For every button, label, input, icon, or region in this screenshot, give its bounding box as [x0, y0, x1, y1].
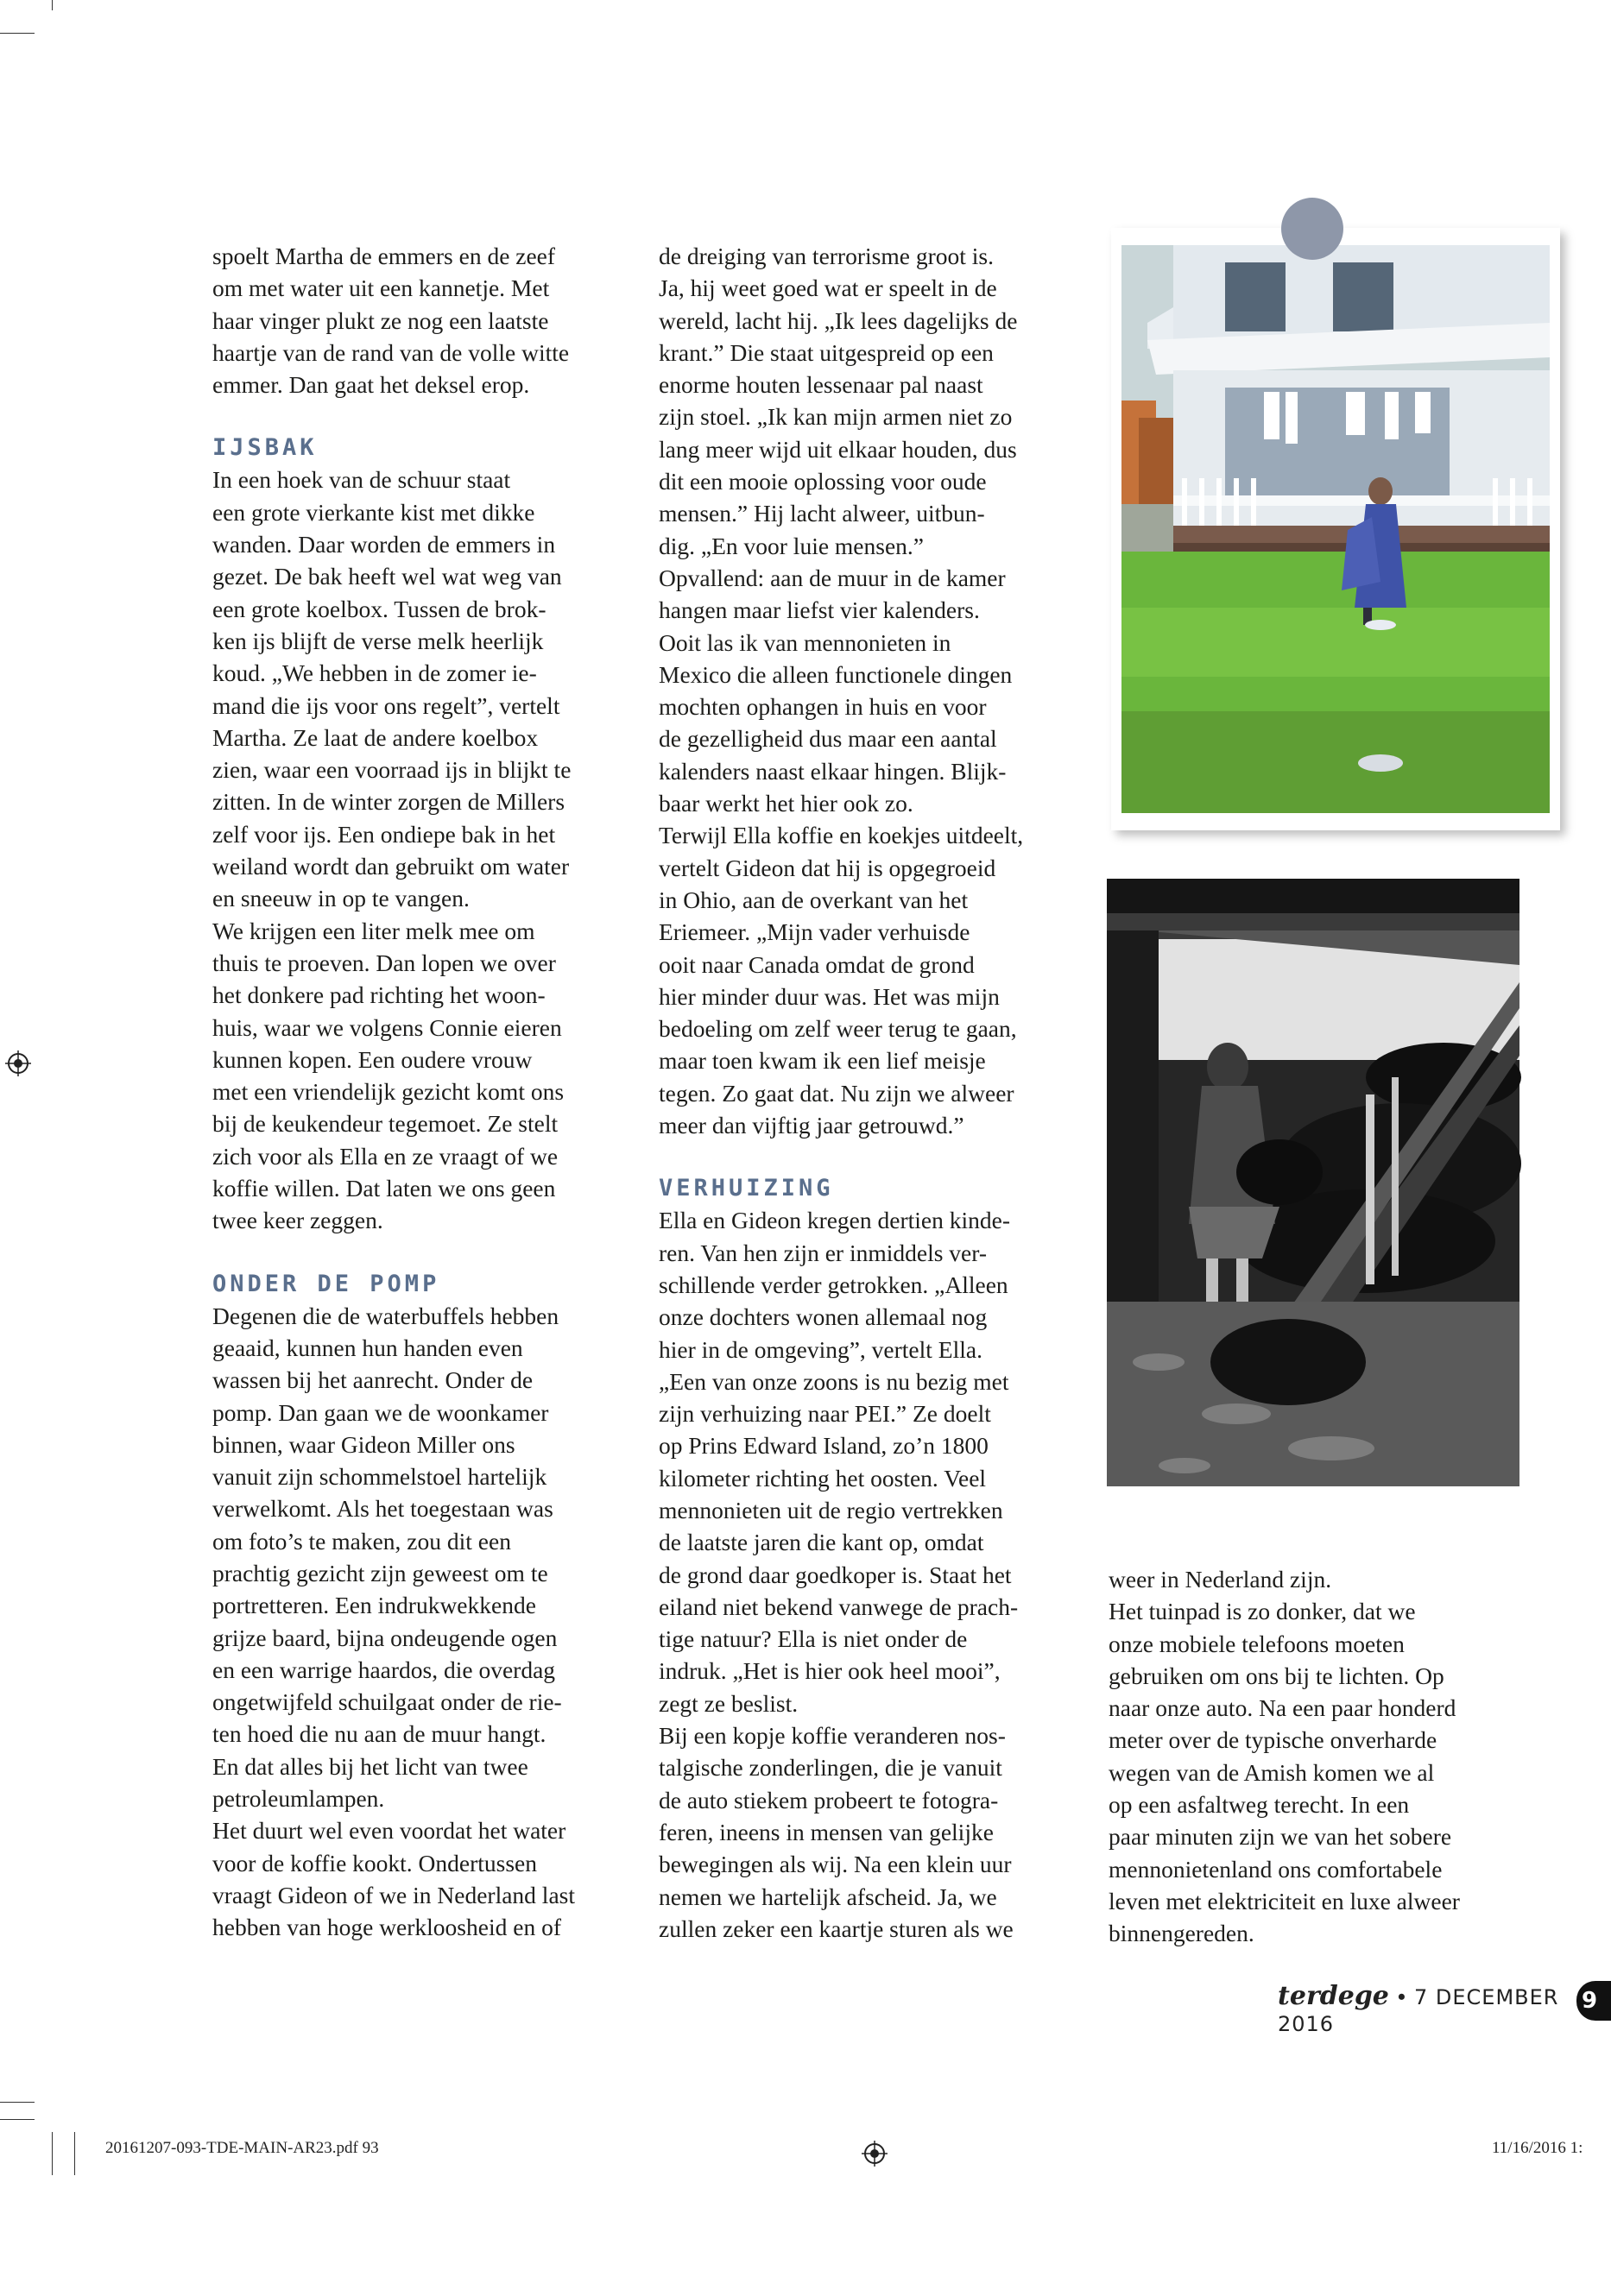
text-line: op Prins Edward Island, zo’n 1800: [659, 1432, 989, 1460]
text-line: haar vinger plukt ze nog een laatste: [212, 306, 549, 334]
text-line: nemen we hartelijk afscheid. Ja, we: [659, 1883, 997, 1910]
text-line: lang meer wijd uit elkaar houden, dus: [659, 435, 1017, 463]
text-line: Het duurt wel even voordat het water: [212, 1817, 566, 1845]
text-line: Bij een kopje koffie veranderen nos-: [659, 1722, 1006, 1750]
text-line: zegt ze beslist.: [659, 1689, 799, 1717]
text-line: een grote vierkante kist met dikke: [212, 498, 535, 526]
text-line: pomp. Dan gaan we de woonkamer: [212, 1398, 549, 1426]
text-line: talgische zonderlingen, die je vanuit: [659, 1754, 1002, 1782]
section-heading: IJSBAK: [212, 434, 318, 462]
text-line: wassen bij het aanrecht. Onder de: [212, 1366, 534, 1394]
text-line: thuis te proeven. Dan lopen we over: [212, 949, 556, 976]
text-line: tige natuur? Ella is niet onder de: [659, 1625, 968, 1653]
text-line: In een hoek van de schuur staat: [212, 466, 511, 494]
photo-farmhouse: [1111, 228, 1560, 830]
text-line: vanuit zijn schommelstoel hartelijk: [212, 1463, 547, 1491]
text-line: haartje van de rand van de volle witte: [212, 338, 570, 366]
text-line: kilometer richting het oosten. Veel: [659, 1464, 987, 1492]
text-line: om met water uit een kannetje. Met: [212, 274, 550, 302]
text-line: in Ohio, aan de overkant van het: [659, 886, 969, 913]
page-footer: [1278, 1981, 1593, 2037]
article-column-2: [659, 240, 1080, 1945]
text-line: Opvallend: aan de muur in de kamer: [659, 564, 1006, 591]
text-line: en sneeuw in op te vangen.: [212, 885, 470, 912]
text-line: ken ijs blijft de verse melk heerlijk: [212, 627, 544, 654]
text-line: huis, waar we volgens Connie eieren: [212, 1013, 562, 1041]
text-line: paar minuten zijn we van het sobere: [1109, 1823, 1452, 1851]
paragraph-spacer: [659, 1141, 1080, 1172]
text-line: vertelt Gideon dat hij is opgegroeid: [659, 854, 996, 881]
text-line: feren, ineens in mensen van gelijke: [659, 1818, 994, 1845]
text-line: hier in de omgeving”, vertelt Ella.: [659, 1335, 982, 1363]
text-line: met een vriendelijk gezicht komt ons: [212, 1078, 565, 1106]
text-line: maar toen kwam ik een lief meisje: [659, 1047, 986, 1075]
registration-mark-icon: [862, 2141, 888, 2167]
text-line: koud. „We hebben in de zomer ie-: [212, 659, 537, 687]
text-line: mensen.” Hij lacht alweer, uitbun-: [659, 500, 985, 527]
text-line: grijze baard, bijna ondeugende ogen: [212, 1624, 558, 1651]
paragraph-spacer: [212, 401, 629, 432]
crop-mark: [0, 2102, 35, 2103]
text-line: vraagt Gideon of we in Nederland last: [212, 1881, 575, 1908]
text-line: bewegingen als wij. Na een klein uur: [659, 1851, 1012, 1878]
text-line: „Een van onze zoons is nu bezig met: [659, 1367, 1009, 1395]
text-line: Martha. Ze laat de andere koelbox: [212, 723, 539, 751]
text-line: hier minder duur was. Het was mijn: [659, 982, 1000, 1010]
text-line: We krijgen een liter melk mee om: [212, 917, 535, 944]
text-line: meer dan vijftig jaar getrouwd.”: [659, 1112, 964, 1139]
text-line: zien, waar een voorraad ijs in blijkt te: [212, 756, 572, 784]
text-line: Het tuinpad is zo donker, dat we: [1109, 1598, 1416, 1625]
print-slug-filename: 20161207-093-TDE-MAIN-AR23.pdf 93: [105, 2139, 379, 2157]
text-line: gebruiken om ons bij te lichten. Op: [1109, 1662, 1444, 1689]
text-line: koffie willen. Dat laten we ons geen: [212, 1175, 556, 1202]
paragraph-spacer: [212, 1237, 629, 1268]
footer-separator: •: [1397, 1984, 1406, 2009]
print-slug-date: 11/16/2016 1:: [1492, 2139, 1583, 2157]
crop-mark: [0, 2119, 35, 2120]
text-line: op een asfaltweg terecht. In een: [1109, 1791, 1410, 1819]
text-line: Mexico die alleen functionele dingen: [659, 660, 1013, 688]
text-line: Ooit las ik van mennonieten in: [659, 628, 951, 656]
text-line: wegen van de Amish komen we al: [1109, 1758, 1435, 1786]
crop-mark: [0, 33, 35, 34]
text-line: kunnen kopen. Een oudere vrouw: [212, 1045, 533, 1073]
text-line: meter over de typische onverharde: [1109, 1726, 1437, 1754]
text-line: ren. Van hen zijn er inmiddels ver-: [659, 1239, 988, 1266]
text-line: zich voor als Ella en ze vraagt of we: [212, 1142, 559, 1170]
text-line: krant.” Die staat uitgespreid op een: [659, 338, 994, 366]
barn-illustration: [1107, 879, 1519, 1486]
text-line: binnengereden.: [1109, 1920, 1254, 1947]
text-line: naar onze auto. Na een paar honderd: [1109, 1694, 1456, 1722]
text-line: Ella en Gideon kregen dertien kinde-: [659, 1207, 1010, 1234]
text-line: baar werkt het hier ook zo.: [659, 790, 913, 817]
text-line: wereld, lacht hij. „Ik lees dagelijks de: [659, 306, 1018, 334]
text-line: zullen zeker een kaartje sturen als we: [659, 1914, 1014, 1942]
crop-mark: [52, 0, 53, 10]
text-line: de dreiging van terrorisme groot is.: [659, 243, 994, 269]
text-line: hangen maar liefst vier kalenders.: [659, 596, 980, 624]
text-line: Ja, hij weet goed wat er speelt in de: [659, 274, 997, 302]
text-line: weiland wordt dan gebruikt om water: [212, 853, 570, 880]
crop-mark: [74, 2132, 75, 2175]
text-line: gezet. De bak heeft wel wat weg van: [212, 563, 562, 590]
text-line: petroleumlampen.: [212, 1785, 385, 1813]
text-line: bij de keukendeur tegemoet. Ze stelt: [212, 1110, 559, 1138]
magazine-brand: terdege: [1278, 1981, 1389, 2011]
section-heading: ONDER DE POMP: [212, 1270, 440, 1297]
article-column-3: [1109, 1563, 1530, 1950]
text-line: een grote koelbox. Tussen de brok-: [212, 595, 546, 622]
text-line: enorme houten lessenaar pal naast: [659, 371, 983, 399]
article-column-1: [212, 240, 629, 1944]
text-line: onze dochters wonen allemaal nog: [659, 1303, 988, 1331]
text-line: emmer. Dan gaat het deksel erop.: [212, 371, 530, 399]
text-line: ongetwijfeld schuilgaat onder de rie-: [212, 1688, 562, 1716]
text-line: En dat alles bij het licht van twee: [212, 1752, 528, 1780]
text-line: verwelkomt. Als het toegestaan was: [212, 1495, 553, 1523]
text-line: mochten ophangen in huis en voor: [659, 693, 987, 721]
photo-barn-water-buffalo: [1107, 879, 1519, 1486]
text-line: kalenders naast elkaar hingen. Blijk-: [659, 757, 1007, 785]
text-line: de grond daar goedkoper is. Staat het: [659, 1561, 1012, 1588]
text-line: voor de koffie kookt. Ondertussen: [212, 1849, 538, 1877]
text-line: de auto stiekem probeert te fotogra-: [659, 1786, 999, 1813]
text-line: zijn verhuizing naar PEI.” Ze doelt: [659, 1400, 991, 1428]
text-line: Terwijl Ella koffie en koekjes uitdeelt,: [659, 822, 1024, 849]
text-line: mennonieten uit de regio vertrekken: [659, 1496, 1003, 1523]
text-line: mand die ijs voor ons regelt”, vertelt: [212, 691, 560, 719]
text-line: Eriemeer. „Mijn vader verhuisde: [659, 918, 970, 946]
text-line: om foto’s te maken, zou dit een: [212, 1527, 511, 1555]
text-line: dig. „En voor luie mensen.”: [659, 532, 924, 559]
text-line: de laatste jaren die kant op, omdat: [659, 1529, 984, 1556]
text-line: ten hoed die nu aan de muur hangt.: [212, 1720, 546, 1748]
text-line: eiland niet bekend vanwege de prach-: [659, 1593, 1019, 1620]
farmhouse-illustration: [1121, 245, 1550, 813]
text-line: portretteren. Een indrukwekkende: [212, 1592, 536, 1619]
decorative-dot: [1281, 198, 1343, 260]
page-number-tab: 9: [1576, 1981, 1611, 2021]
text-line: zelf voor ijs. Een ondiepe bak in het: [212, 820, 556, 848]
text-line: prachtig gezicht zijn geweest om te: [212, 1559, 548, 1586]
crop-mark: [52, 2132, 53, 2175]
text-line: dit een mooie oplossing voor oude: [659, 468, 987, 495]
text-line: twee keer zeggen.: [212, 1207, 383, 1234]
text-line: bedoeling om zelf weer terug te gaan,: [659, 1015, 1017, 1043]
text-line: binnen, waar Gideon Miller ons: [212, 1430, 515, 1458]
text-line: tegen. Zo gaat dat. Nu zijn we alweer: [659, 1079, 1014, 1107]
text-line: hebben van hoge werkloosheid en of: [212, 1914, 561, 1941]
section-heading: VERHUIZING: [659, 1175, 834, 1202]
text-line: indruk. „Het is hier ook heel mooi”,: [659, 1657, 1001, 1685]
text-line: leven met elektriciteit en luxe alweer: [1109, 1887, 1460, 1914]
text-line: mennonietenland ons comfortabele: [1109, 1855, 1443, 1883]
text-line: het donkere pad richting het woon-: [212, 981, 546, 1009]
text-line: ooit naar Canada omdat de grond: [659, 950, 975, 978]
text-line: spoelt Martha de emmers en de zeef: [212, 243, 556, 269]
text-line: zitten. In de winter zorgen de Millers: [212, 788, 565, 816]
issue-date: 7 DECEMBER 2016: [1278, 1985, 1559, 2036]
registration-mark-icon: [5, 1050, 31, 1076]
text-line: geaaid, kunnen hun handen even: [212, 1334, 523, 1361]
text-line: de gezelligheid dus maar een aantal: [659, 725, 997, 753]
text-line: onze mobiele telefoons moeten: [1109, 1630, 1405, 1657]
text-line: en een warrige haardos, die overdag: [212, 1656, 556, 1683]
text-line: Degenen die de waterbuffels hebben: [212, 1302, 559, 1329]
text-line: zijn stoel. „Ik kan mijn armen niet zo: [659, 403, 1013, 431]
text-line: wanden. Daar worden de emmers in: [212, 531, 556, 558]
text-line: schillende verder getrokken. „Alleen: [659, 1271, 1008, 1298]
text-line: weer in Nederland zijn.: [1109, 1566, 1332, 1593]
